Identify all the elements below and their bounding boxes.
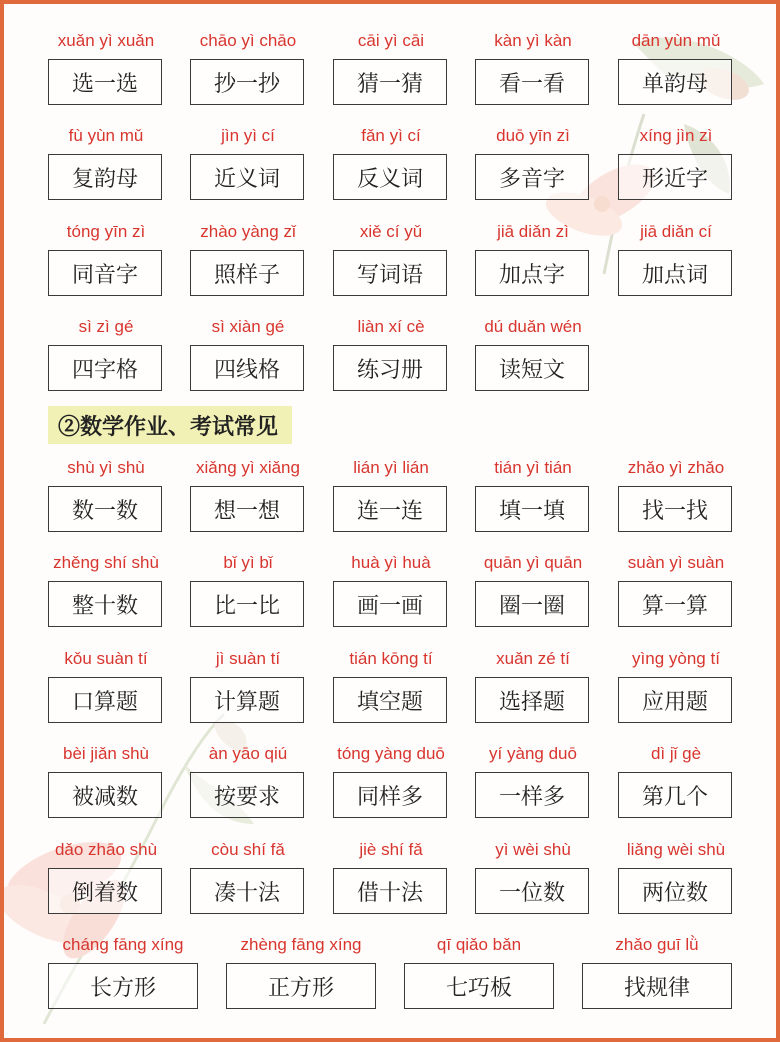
term-pinyin: shù yì shù	[67, 458, 145, 477]
term-word-box: 反义词	[333, 154, 447, 200]
term-pinyin: cháng fāng xíng	[62, 935, 184, 954]
term-pinyin: dǎo zhāo shù	[54, 840, 158, 859]
term-pinyin: xuǎn yì xuǎn	[57, 31, 155, 50]
term-pinyin: fǎn yì cí	[361, 126, 421, 145]
term-word-box: 想一想	[190, 486, 304, 532]
term-word-box: 整十数	[48, 581, 162, 627]
term-word-box: 同音字	[48, 250, 162, 296]
term-pinyin: jiā diǎn cí	[640, 222, 712, 241]
term-word-box: 倒着数	[48, 868, 162, 914]
term-word-box: 应用题	[618, 677, 732, 723]
term-word-box: 填空题	[333, 677, 447, 723]
term-word-box: 七巧板	[404, 963, 554, 1009]
term-word-box: 抄一抄	[190, 59, 304, 105]
term-pinyin: dú duǎn wén	[484, 317, 582, 336]
term-word-box: 圈一圈	[475, 581, 589, 627]
term-pinyin: xiě cí yǔ	[359, 222, 423, 241]
term-pinyin: zhěng shí shù	[53, 553, 159, 572]
term-word-box: 凑十法	[190, 868, 304, 914]
term-word-box: 同样多	[333, 772, 447, 818]
term-word-box: 读短文	[475, 345, 589, 391]
term-word-box: 形近字	[618, 154, 732, 200]
term-word-box: 选择题	[475, 677, 589, 723]
term-pinyin: kǒu suàn tí	[64, 649, 148, 668]
term-word-box: 加点字	[475, 250, 589, 296]
term-word-box: 照样子	[190, 250, 304, 296]
term-pinyin: sì xiàn gé	[211, 317, 285, 336]
term-pinyin: yí yàng duō	[489, 744, 577, 763]
term-pinyin: duō yīn zì	[496, 126, 570, 145]
section-title-math: ②数学作业、考试常见	[48, 406, 292, 444]
term-pinyin: jiā diǎn zì	[497, 222, 569, 241]
term-pinyin: dān yùn mǔ	[631, 31, 721, 50]
term-pinyin: zhèng fāng xíng	[240, 935, 362, 954]
term-pinyin: lián yì lián	[353, 458, 429, 477]
term-word-box: 两位数	[618, 868, 732, 914]
term-pinyin: zhào yàng zǐ	[200, 222, 296, 241]
term-pinyin: qī qiǎo bǎn	[436, 935, 522, 954]
term-pinyin: zhǎo yì zhǎo	[627, 458, 725, 477]
term-word-box: 借十法	[333, 868, 447, 914]
term-pinyin: jìn yì cí	[221, 126, 275, 145]
term-pinyin: xuǎn zé tí	[496, 649, 570, 668]
term-pinyin: dì jǐ gè	[650, 744, 702, 763]
term-word-box: 正方形	[226, 963, 376, 1009]
term-pinyin: fù yùn mǔ	[68, 126, 144, 145]
term-word-box: 画一画	[333, 581, 447, 627]
term-pinyin: còu shí fǎ	[211, 840, 285, 859]
term-word-box: 被减数	[48, 772, 162, 818]
term-word-box: 第几个	[618, 772, 732, 818]
term-word-box: 一样多	[475, 772, 589, 818]
term-pinyin: tián kōng tí	[349, 649, 433, 668]
term-pinyin: liǎng wèi shù	[626, 840, 726, 859]
term-word-box: 练习册	[333, 345, 447, 391]
term-pinyin: suàn yì suàn	[627, 553, 725, 572]
term-word-box: 写词语	[333, 250, 447, 296]
term-pinyin: tián yì tián	[494, 458, 572, 477]
term-word-box: 四字格	[48, 345, 162, 391]
term-word-box: 连一连	[333, 486, 447, 532]
term-word-box: 按要求	[190, 772, 304, 818]
term-pinyin: chāo yì chāo	[199, 31, 297, 50]
term-word-box: 长方形	[48, 963, 198, 1009]
term-pinyin: tóng yīn zì	[66, 222, 146, 241]
term-word-box: 复韵母	[48, 154, 162, 200]
term-word-box: 猜一猜	[333, 59, 447, 105]
term-word-box: 选一选	[48, 59, 162, 105]
term-word-box: 单韵母	[618, 59, 732, 105]
term-word-box: 四线格	[190, 345, 304, 391]
term-word-box: 一位数	[475, 868, 589, 914]
term-word-box: 看一看	[475, 59, 589, 105]
term-word-box: 算一算	[618, 581, 732, 627]
term-word-box: 口算题	[48, 677, 162, 723]
term-word-box: 比一比	[190, 581, 304, 627]
term-word-box: 多音字	[475, 154, 589, 200]
term-pinyin: sì zì gé	[78, 317, 134, 336]
term-pinyin: jì suàn tí	[215, 649, 281, 668]
term-pinyin: àn yāo qiú	[208, 744, 288, 763]
term-pinyin: liàn xí cè	[357, 317, 425, 336]
term-pinyin: zhǎo guī lǜ	[615, 935, 699, 954]
term-pinyin: cāi yì cāi	[357, 31, 425, 50]
term-pinyin: jiè shí fǎ	[359, 840, 423, 859]
term-word-box: 找规律	[582, 963, 732, 1009]
term-pinyin: xiǎng yì xiǎng	[196, 458, 300, 477]
term-pinyin: yìng yòng tí	[632, 649, 720, 668]
term-pinyin: bèi jiǎn shù	[62, 744, 149, 763]
term-pinyin: kàn yì kàn	[494, 31, 572, 50]
term-pinyin: xíng jìn zì	[639, 126, 713, 145]
term-pinyin: bǐ yì bǐ	[223, 553, 273, 572]
term-word-box: 加点词	[618, 250, 732, 296]
term-word-box: 近义词	[190, 154, 304, 200]
term-pinyin: huà yì huà	[351, 553, 431, 572]
term-word-box: 计算题	[190, 677, 304, 723]
term-word-box: 填一填	[475, 486, 589, 532]
term-pinyin: quān yì quān	[483, 553, 583, 572]
term-pinyin: tóng yàng duō	[337, 744, 445, 763]
term-pinyin: yì wèi shù	[495, 840, 571, 859]
term-word-box: 找一找	[618, 486, 732, 532]
term-word-box: 数一数	[48, 486, 162, 532]
